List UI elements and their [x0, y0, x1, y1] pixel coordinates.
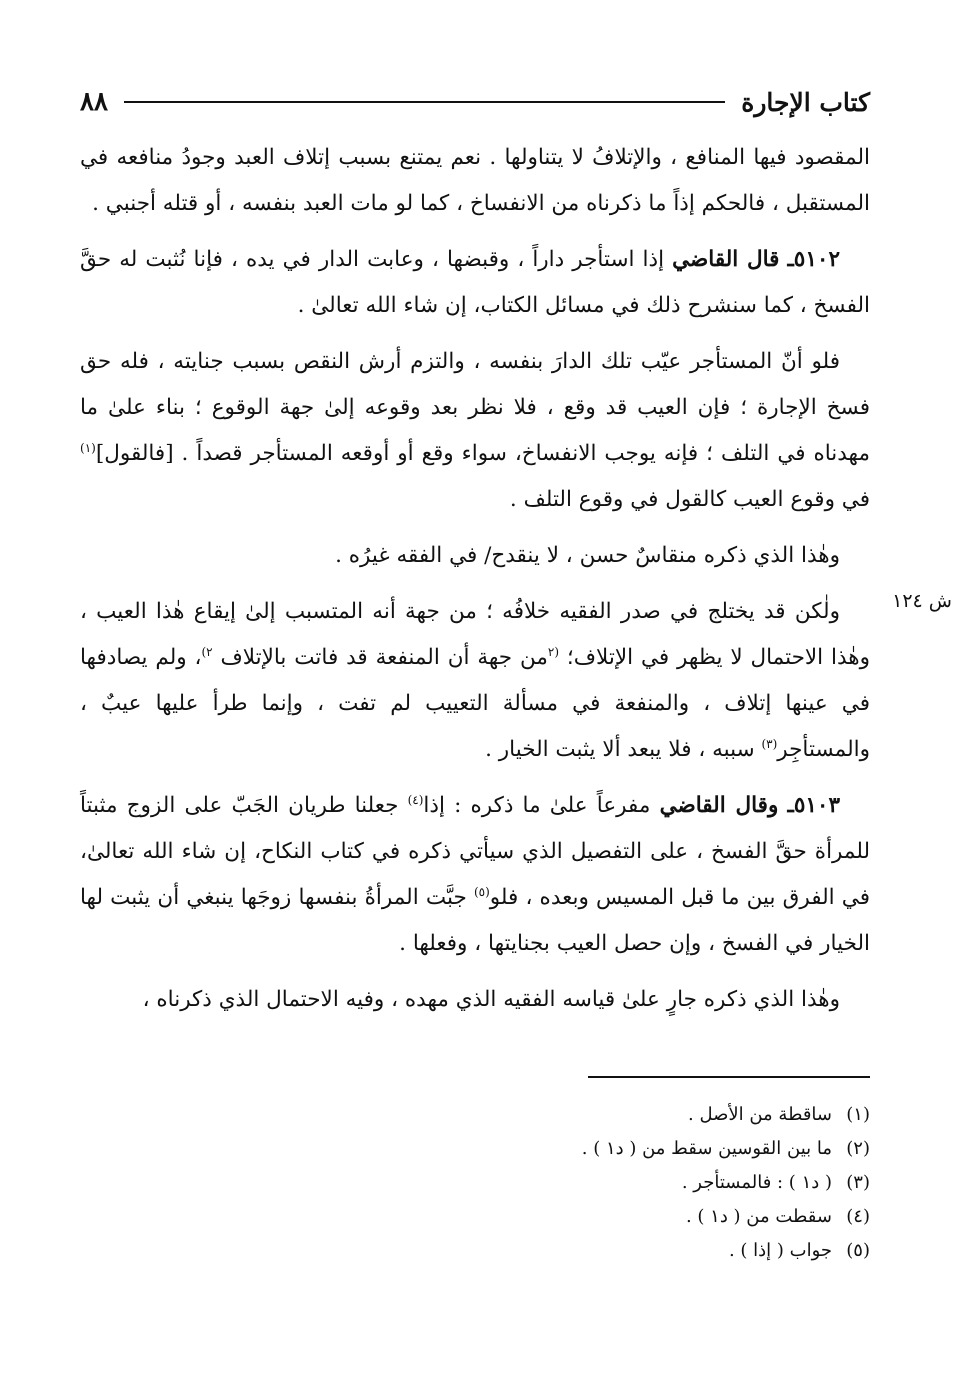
main-text: [80, 135, 870, 1033]
paragraph-4: وهٰذا الذي ذكره منقاسٌ حسن ، لا ينقدح/ في الفقه غيرُه .: [335, 543, 840, 568]
footnote-ref-4: (٤): [407, 792, 424, 807]
page-number: ٨٨: [80, 87, 108, 117]
speaker-label: قال القاضي: [672, 247, 780, 272]
margin-manuscript-ref: ش ١٢٤: [892, 590, 952, 612]
footnote-item: (٥) جواب ( إذا ) .: [728, 1240, 870, 1261]
paragraph-2: ٥١٠٢ـ قال القاضي إذا استأجر داراً ، وقبضها ، وعابت الدار في يده ، فإنا نُثبت له حقَّ الفسخ ، كما سنشرح ذلك في مسائل الكتاب، إن شاء الله تعالىٰ .: [80, 247, 870, 318]
paragraph-6: ٥١٠٣ـ وقال القاضي مفرعاً علىٰ ما ذكره : إذا$^{(٤)}$ جعلنا طريان الجَبّ على الزوج مثبتاً للمرأة حقَّ الفسخ ، على التفصيل الذي سيأتي ذكره في كتاب النكاح، إن شاء الله تعالىٰ، في الفرق بين ما قبل المسيس وبعده ، فلو$^{(٥)}$ جبَّت المرأةُ بنفسها زوجَها ينبغي أن يثبت لها الخيار في الفسخ ، وإن حصل العيب بجنايتها ، وفعلها .: [80, 792, 870, 956]
paragraph-5: ولٰكن قد يختلج في صدر الفقيه خلافُه ؛ من جهة أنه المتسبب إلىٰ إيقاع هٰذا العيب ، وهٰذا الاحتمال لا يظهر في الإتلاف؛ $^{(٢}$من جهة أن المنفعة قد فاتت بالإتلاف $^{٢)}$، ولم يصادفها في عينها إتلاف ، والمنفعة في مسألة التعييب لم تفت ، وإنما طرأ عليها عيبٌ ، والمستأجِر$^{(٣)}$ سببه ، فلا يبعد ألا يثبت الخيار .: [80, 599, 870, 762]
footnotes: [300, 1098, 870, 1268]
paragraph-7: وهٰذا الذي ذكره جارٍ علىٰ قياسه الفقيه الذي مهده ، وفيه الاحتمال الذي ذكرناه ،: [142, 987, 840, 1012]
section-number: ٥١٠٣ـ: [787, 793, 841, 818]
footnote-ref-1: (١): [80, 440, 96, 455]
footnote-divider: [588, 1076, 870, 1078]
book-title: كتاب الإجارة: [741, 87, 870, 117]
paragraph-3: فلو أنّ المستأجر عيّب تلك الدارَ بنفسه ، والتزم أرش النقص بسبب جنايته ، فله حق فسخ الإجارة ؛ فإن العيب قد وقع ، فلا نظر بعد وقوعه إلىٰ جهة الوقوع ؛ بناء علىٰ ما مهدناه في التلف ؛ فإنه يوجب الانفساخ، سواء وقع أو أوقعه المستأجر قصداً . [فالقول]$^{(١)}$ في وقوع العيب كالقول في وقوع التلف .: [80, 349, 870, 512]
footnote-ref-3: (٣): [761, 736, 778, 751]
paragraph-1: المقصود فيها المنافع ، والإتلافُ لا يتناولها . نعم يمتنع بسبب إتلاف العبد وجودُ منافعه في المستقبل ، فالحكم إذاً ما ذكرناه من الانفساخ ، كما لو مات العبد بنفسه ، أو قتله أجنبي .: [80, 145, 870, 216]
footnote-ref-2-open: (٢: [547, 644, 559, 659]
page-header: [80, 80, 870, 124]
header-rule: [124, 101, 725, 103]
footnote-item: (٣) ( د١ ) : فالمستأجر .: [681, 1172, 870, 1193]
footnote-ref-5: (٥): [473, 884, 490, 899]
speaker-label: وقال القاضي: [659, 793, 779, 818]
section-number: ٥١٠٢ـ: [787, 247, 840, 272]
footnote-item: (٢) ما بين القوسين سقط من ( د١ ) .: [581, 1138, 870, 1159]
footnote-item: (١) ساقطة من الأصل .: [688, 1104, 870, 1125]
footnote-item: (٤) سقطت من ( د١ ) .: [685, 1206, 870, 1227]
footnote-ref-2-close: ٢): [201, 644, 213, 659]
